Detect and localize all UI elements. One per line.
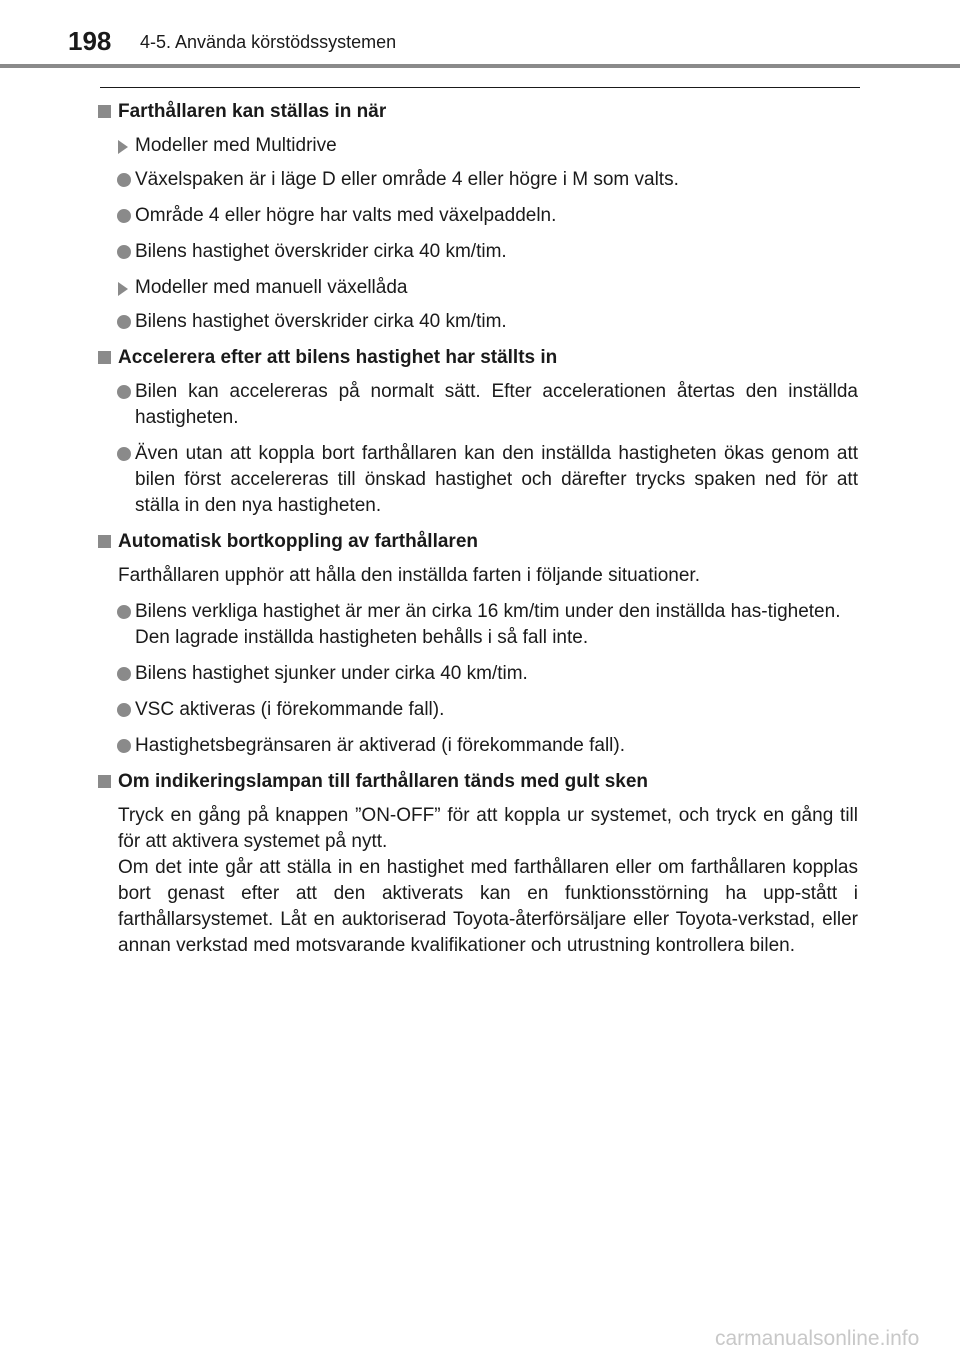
subheading-text: Modeller med manuell växellåda <box>135 277 408 298</box>
bullet-item <box>98 239 858 265</box>
circle-bullet-icon <box>117 703 131 717</box>
bullet-item <box>98 379 858 431</box>
heading-text: Accelerera efter att bilens hastighet har ställts in <box>118 347 558 368</box>
page-number: 198 <box>68 26 112 56</box>
circle-bullet-icon <box>117 173 131 187</box>
bullet-item <box>98 203 858 229</box>
heading-text: Farthållaren kan ställas in när <box>118 101 387 122</box>
circle-bullet-icon <box>117 605 131 619</box>
model-subheading <box>98 133 858 159</box>
header-rule <box>0 64 960 68</box>
bullet-text: Även utan att koppla bort farthållaren kan den inställda hastigheten ökas genom att bilen först accelereras till önskad hastighet och därefter trycks spaken ned för att ställa in den nya hastigheten. <box>135 443 858 516</box>
circle-bullet-icon <box>117 667 131 681</box>
bullet-text: Hastighetsbegränsaren är aktiverad (i förekommande fall). <box>135 735 626 756</box>
bullet-item <box>98 309 858 335</box>
paragraph-text: Tryck en gång på knappen ”ON-OFF” för att koppla ur systemet, och tryck en gång till för att aktivera systemet på nytt. <box>118 805 858 852</box>
bullet-note: Den lagrade inställda hastigheten behålls i så fall inte. <box>135 627 589 648</box>
section-heading <box>98 529 858 555</box>
bullet-item <box>98 661 858 687</box>
circle-bullet-icon <box>117 739 131 753</box>
watermark: carmanualsonline.info <box>715 1327 920 1350</box>
square-bullet-icon <box>98 351 111 364</box>
circle-bullet-icon <box>117 385 131 399</box>
triangle-marker-icon <box>118 282 128 296</box>
model-subheading <box>98 275 858 301</box>
paragraph <box>98 803 858 959</box>
square-bullet-icon <box>98 775 111 788</box>
paragraph-text: Om det inte går att ställa in en hastighet med farthållaren eller om farthållaren kopplas bort genast efter att den aktiverats kan en funktionsstörning ha upp-stått i farthållarsystemet. Låt en auktoriserad Toyota-återförsäljare eller Toyota-verkstad, eller annan verkstad med motsvarande kvalifikationer och utrustning kontrollera bilen. <box>118 857 858 956</box>
bullet-text: Bilens hastighet överskrider cirka 40 km/tim. <box>135 241 507 262</box>
bullet-text: VSC aktiveras (i förekommande fall). <box>135 699 445 720</box>
section-divider <box>100 87 860 88</box>
bullet-item <box>98 167 858 193</box>
bullet-item <box>98 441 858 519</box>
section-heading <box>98 345 858 371</box>
square-bullet-icon <box>98 535 111 548</box>
circle-bullet-icon <box>117 245 131 259</box>
square-bullet-icon <box>98 105 111 118</box>
circle-bullet-icon <box>117 315 131 329</box>
section-intro: Farthållaren upphör att hålla den inställda farten i följande situationer. <box>118 565 700 586</box>
bullet-text: Bilens hastighet sjunker under cirka 40 km/tim. <box>135 663 528 684</box>
bullet-text: Bilens hastighet överskrider cirka 40 km/tim. <box>135 311 507 332</box>
heading-text: Automatisk bortkoppling av farthållaren <box>118 531 478 552</box>
bullet-text: Bilen kan accelereras på normalt sätt. Efter accelerationen återtas den inställda hastigheten. <box>135 381 858 428</box>
circle-bullet-icon <box>117 209 131 223</box>
bullet-text: Bilens verkliga hastighet är mer än cirka 16 km/tim under den inställda has-tigheten. <box>135 601 841 622</box>
section-heading <box>98 99 858 125</box>
circle-bullet-icon <box>117 447 131 461</box>
bullet-item <box>98 697 858 723</box>
page-header <box>0 0 960 64</box>
bullet-text: Område 4 eller högre har valts med växelpaddeln. <box>135 205 557 226</box>
main-content <box>98 99 858 969</box>
bullet-item <box>98 733 858 759</box>
heading-text: Om indikeringslampan till farthållaren tänds med gult sken <box>118 771 649 792</box>
bullet-item <box>98 599 858 651</box>
section-heading <box>98 769 858 795</box>
bullet-text: Växelspaken är i läge D eller område 4 eller högre i M som valts. <box>135 169 679 190</box>
chapter-title: 4-5. Använda körstödssystemen <box>140 32 397 52</box>
subheading-text: Modeller med Multidrive <box>135 135 337 156</box>
triangle-marker-icon <box>118 140 128 154</box>
